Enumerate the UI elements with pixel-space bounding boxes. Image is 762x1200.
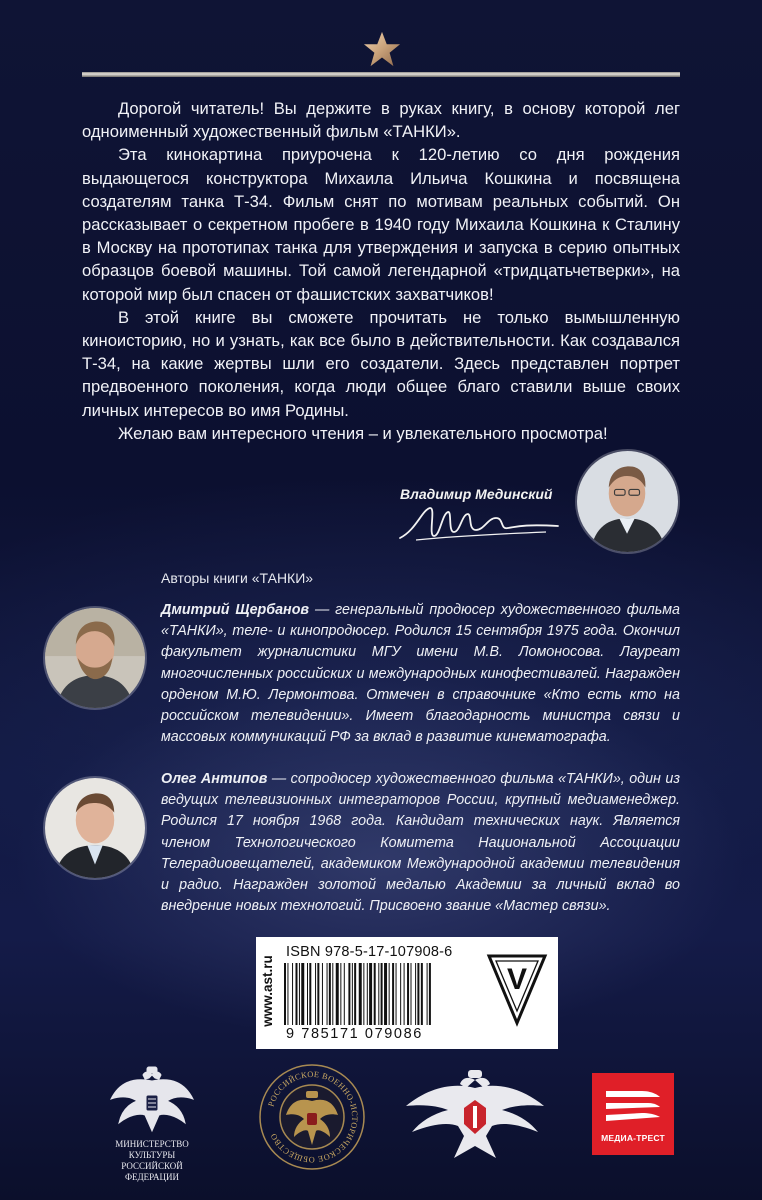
barcode-bar: [369, 963, 372, 1025]
barcode-bar: [417, 963, 419, 1025]
logo-media-trest: [592, 1073, 674, 1155]
author-name: Олег Антипов: [161, 771, 268, 787]
barcode-bars: [284, 963, 474, 1025]
barcode-bar: [415, 963, 416, 1025]
media-trest-name: МЕДИА-ТРЕСТ: [601, 1133, 665, 1143]
intro-paragraph: Желаю вам интересного чтения – и увлекательного просмотра!: [118, 423, 608, 443]
portrait-antipov: [43, 776, 147, 880]
logo-ministry-of-culture: [97, 1065, 207, 1182]
intro-text: [82, 97, 680, 445]
barcode-bar: [421, 963, 423, 1025]
barcode-bar: [348, 963, 350, 1025]
barcode-bar: [299, 963, 300, 1025]
publisher-site: www.ast.ru: [260, 955, 275, 1027]
barcode-bar: [292, 963, 293, 1025]
barcode-bar: [332, 963, 333, 1025]
barcode-bar: [411, 963, 412, 1025]
barcode-bar: [392, 963, 394, 1025]
barcode-bar: [301, 963, 304, 1025]
intro-paragraph: Дорогой читатель! Вы держите в руках книгу, в основу которой лег одноименный художественный фильм «ТАНКИ».: [82, 99, 680, 142]
barcode-bar: [317, 963, 319, 1025]
barcode-block: [256, 937, 558, 1049]
portrait-shcherbanov: [43, 606, 147, 710]
barcode-bar: [396, 963, 397, 1025]
divider-rule: [82, 72, 680, 77]
author-bio-text: — генеральный продюсер художественного фильма «ТАНКИ», теле- и кинопродюсер. Родился 15 сентября 1975 года. Окончил факультет журналистики МГУ имени М.В. Ломоносова. Лауреат многочисленных российских и международных кинофестивалей. Награжден орденом М.Ю. Лермонтова. Отмечен в справочнике «Кто есть кто на российском телевидении». Имеет благодарность министра связи и массовых коммуникаций РФ за вклад в развитие кинематографа.: [161, 602, 680, 746]
author-name: Дмитрий Щербанов: [161, 602, 310, 618]
barcode-bar: [374, 963, 376, 1025]
barcode-bar: [284, 963, 286, 1025]
barcode-bar: [352, 963, 353, 1025]
barcode-bar: [344, 963, 345, 1025]
barcode-bar: [327, 963, 328, 1025]
signature-name: Владимир Мединский: [400, 486, 553, 502]
barcode-bar: [322, 963, 323, 1025]
author-bio: [161, 769, 680, 917]
barcode-bar: [340, 963, 341, 1025]
media-trest-logo-icon: [592, 1073, 674, 1133]
barcode-bar: [287, 963, 288, 1025]
age-rating-triangle-icon: [486, 953, 548, 1027]
authors-heading: Авторы книги «ТАНКИ»: [161, 570, 314, 586]
barcode-bar: [427, 963, 428, 1025]
barcode-bar: [429, 963, 431, 1025]
star-icon: [363, 30, 401, 68]
barcode-bar: [367, 963, 368, 1025]
barcode-bar: [400, 963, 401, 1025]
portrait-medinsky: [575, 449, 680, 554]
author-bio-text: — сопродюсер художественного фильма «ТАНКИ», один из ведущих телевизионных интеграторов России, крупный медиаменеджер. Родился 17 ноября 1968 года. Кандидат технических наук. Является членом Технологического Комитета Национальной Ассоциации Телерадиовещателей, академиком Международной академии телевидения и радио. Награжден золотой медалью Академии за личный вклад во внедрение новых технологий. Присвоено звание «Мастер связи».: [161, 771, 680, 915]
barcode-bar: [407, 963, 409, 1025]
rvio-seal-text: РОССИЙСКОЕ ВОЕННО-ИСТОРИЧЕСКОЕ ОБЩЕСТВО: [266, 1069, 360, 1165]
intro-paragraph: В этой книге вы сможете прочитать не только вымышленную киноисторию, но и узнать, как все было в действительности. Как создавался Т-34, на какие жертвы шли его создатели. Здесь представлен портрет предвоенного поколения, когда люди общее благо ставили выше своих личных интересов во имя Родины.: [82, 307, 680, 420]
intro-paragraph: Эта кинокартина приурочена к 120-летию со дня рождения выдающегося конструктора Михаила Ильича Кошкина и посвящена создателям танка Т-34. Фильм снят по мотивам реальных событий. Он рассказывает о секретном пробеге в 1940 году Михаила Кошкина к Сталину в Москву на прототипах танка для утверждения и запуска в серию опытных образцов боевой машины. Той самой легендарной «тридцатьчетверки», на которой мир был спасен от фашистских захватчиков!: [82, 145, 680, 304]
barcode-bar: [404, 963, 405, 1025]
handwritten-signature: [396, 500, 561, 546]
barcode-bar: [378, 963, 379, 1025]
mincult-caption-line: РОССИЙСКОЙ ФЕДЕРАЦИИ: [121, 1161, 183, 1182]
barcode-bar: [354, 963, 356, 1025]
barcode-bar: [381, 963, 383, 1025]
barcode-bar: [359, 963, 362, 1025]
mincult-caption-line: МИНИСТЕРСТВО КУЛЬТУРЫ: [115, 1139, 189, 1160]
barcode-bar: [336, 963, 339, 1025]
isbn-text: ISBN 978-5-17-107908-6: [286, 944, 453, 960]
barcode-bar: [389, 963, 390, 1025]
barcode-bar: [307, 963, 308, 1025]
barcode-bar: [329, 963, 331, 1025]
barcode-bar: [363, 963, 364, 1025]
barcode-bar: [296, 963, 298, 1025]
barcode-bar: [384, 963, 387, 1025]
barcode-bar: [309, 963, 311, 1025]
barcode-bar: [315, 963, 316, 1025]
logo-rvio-seal: [258, 1063, 366, 1171]
double-headed-eagle-icon: [97, 1065, 207, 1137]
logo-ministry-of-defence: [404, 1066, 546, 1162]
ean-number: 9 785171 079086: [286, 1026, 423, 1042]
age-mark-letter: V: [506, 963, 528, 996]
author-bio: [161, 600, 680, 748]
